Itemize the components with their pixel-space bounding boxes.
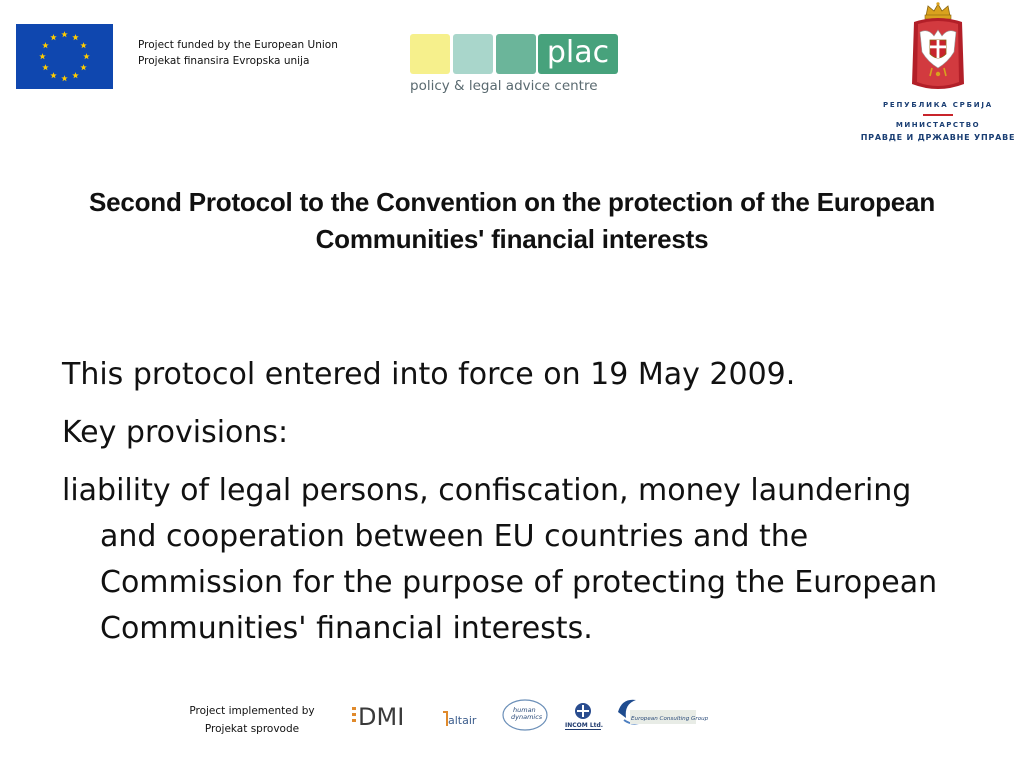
eu-star-icon (50, 34, 56, 40)
plac-logo (410, 34, 620, 100)
hd-wordmark-2: dynamics (511, 713, 543, 721)
ecg-wordmark: European Consulting Group (631, 716, 709, 722)
plac-square-teal (496, 34, 536, 74)
body-paragraph-provisions-detail: liability of legal persons, confiscation, money laundering and cooperation between EU countries and the Commission for the purpose of protecting the European Communities' financial interests. (62, 473, 938, 646)
eu-star-icon (61, 75, 67, 81)
implementation-notice (178, 702, 326, 738)
eu-star-icon (80, 42, 86, 48)
european-consulting-group-logo (614, 694, 709, 730)
ministry-name (860, 99, 1016, 145)
ministry-country: РЕПУБЛИКА СРБИЈА (882, 101, 994, 109)
eu-flag-icon (16, 24, 113, 89)
implemented-line-sr: Projekat sprovode (204, 723, 300, 735)
eu-star-icon (72, 72, 78, 78)
eu-star-icon (42, 64, 48, 70)
hd-wordmark-1: human (513, 706, 536, 714)
dmi-wordmark: DMI (358, 703, 405, 731)
incom-wordmark: INCOM Ltd. (565, 722, 604, 729)
plac-subtitle: policy & legal advice centre (410, 78, 598, 94)
slide-body (62, 352, 962, 652)
slide-title: Second Protocol to the Convention on the protection of the European Communities' financial interests (88, 187, 936, 254)
funding-notice (138, 37, 338, 69)
human-dynamics-logo (500, 697, 550, 733)
plac-square-teal-light (453, 34, 493, 74)
eu-star-icon (50, 72, 56, 78)
body-paragraph-entry-into-force: This protocol entered into force on 19 May 2009. (62, 357, 796, 392)
ministry-divider (923, 114, 953, 116)
plac-square-yellow (410, 34, 450, 74)
eu-star-icon (83, 53, 89, 59)
eu-star-icon (72, 34, 78, 40)
eu-star-icon (42, 42, 48, 48)
ministry-label: МИНИСТАРСТВО (895, 121, 981, 129)
serbian-coat-of-arms-icon (908, 2, 968, 94)
altair-wordmark: altair (448, 714, 477, 727)
eu-star-icon (61, 31, 67, 37)
altair-logo (441, 708, 487, 730)
implemented-line-en: Project implemented by (189, 705, 315, 717)
dmi-logo (350, 700, 432, 732)
eu-star-icon (80, 64, 86, 70)
body-paragraph-key-provisions: Key provisions: (62, 415, 289, 450)
funding-line-en: Project funded by the European Union (138, 39, 338, 51)
plac-wordmark: plac (538, 34, 618, 74)
incom-logo (562, 700, 604, 734)
funding-line-sr: Projekat finansira Evropska unija (138, 55, 310, 67)
ministry-department: ПРАВДЕ И ДРЖАВНЕ УПРАВЕ (860, 133, 1016, 142)
eu-star-icon (39, 53, 45, 59)
